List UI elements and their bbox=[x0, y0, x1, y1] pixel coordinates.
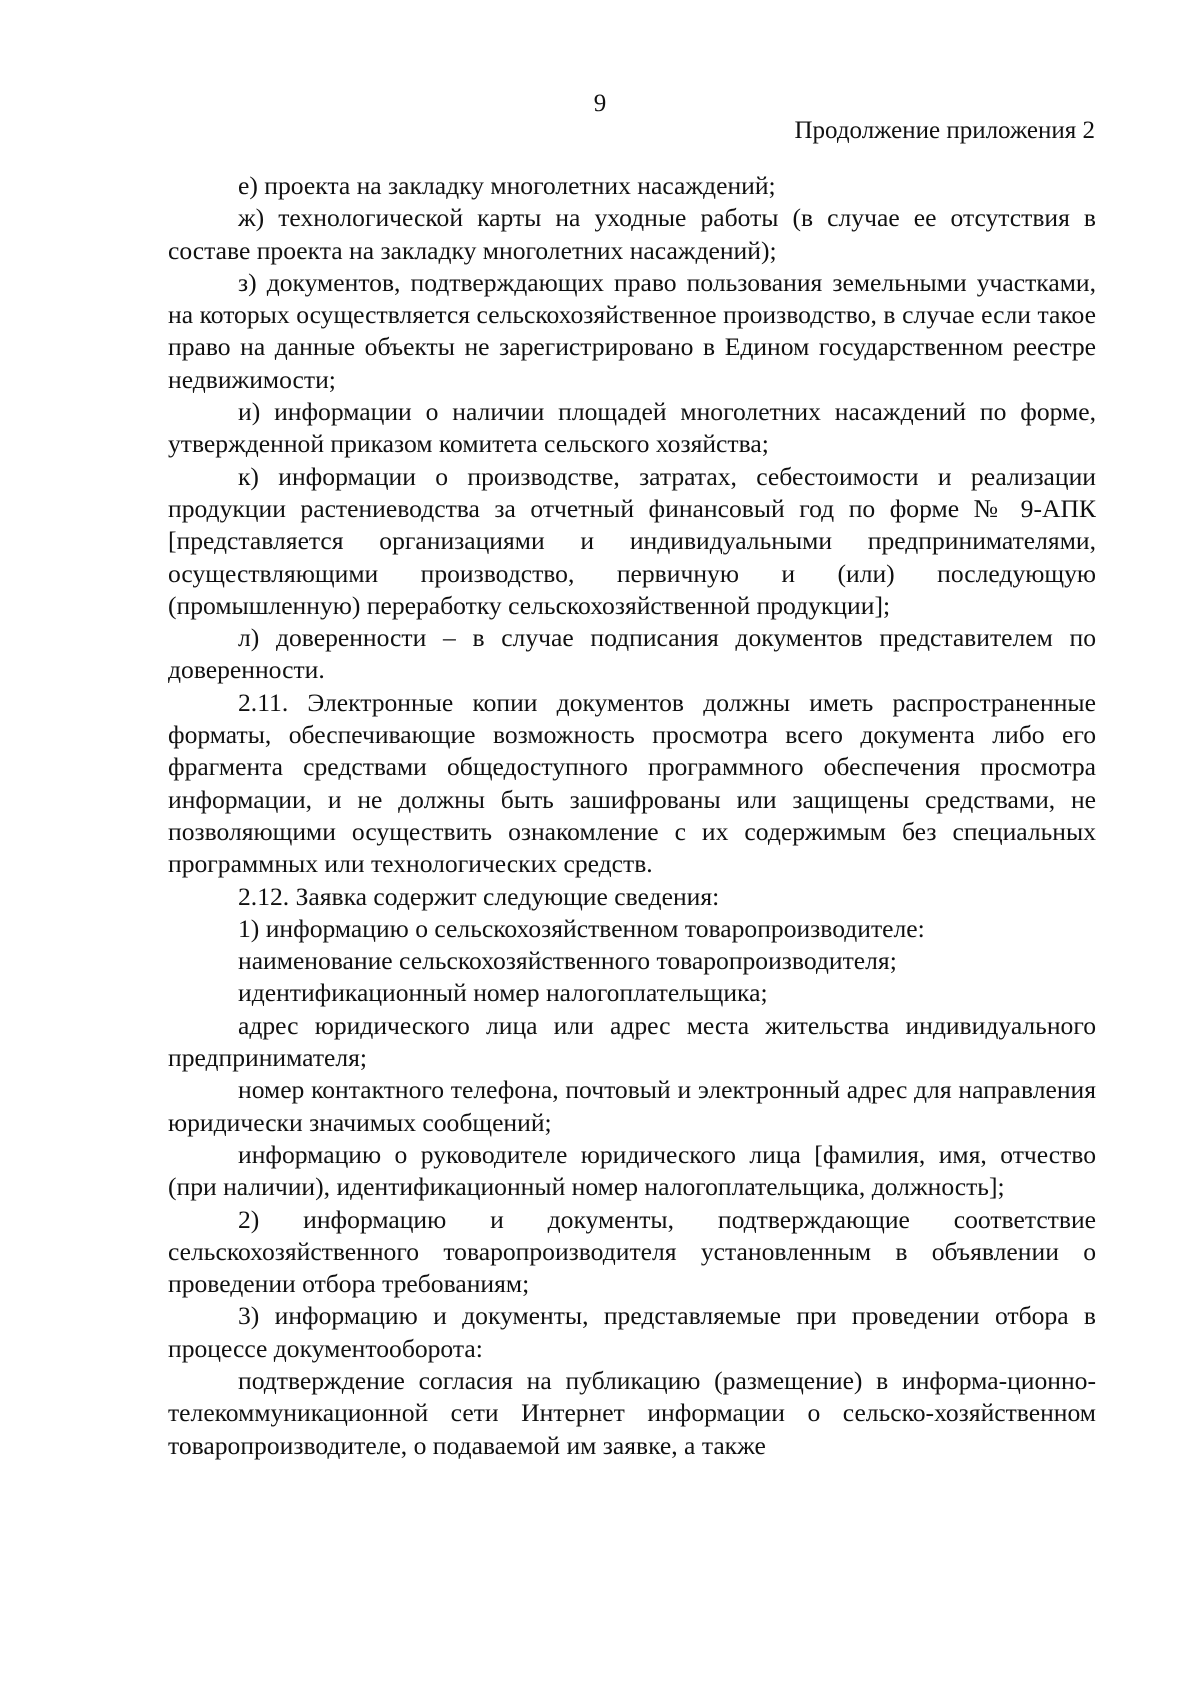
paragraph-item-i: и) информации о наличии площадей многолетних насаждений по форме, утвержденной приказом комитета сельского хозяйства; bbox=[168, 397, 1096, 459]
paragraph-head-info: информацию о руководителе юридического лица [фамилия, имя, отчество (при наличии), идентификационный номер налогоплательщика, должность]; bbox=[168, 1139, 1096, 1202]
paragraph-item-e: е) проекта на закладку многолетних насаждений; bbox=[238, 171, 776, 200]
paragraph-2-12: 2.12. Заявка содержит следующие сведения: bbox=[238, 881, 720, 911]
paragraph-contact-details: номер контактного телефона, почтовый и электронный адрес для направления юридически значимых сообщений; bbox=[168, 1075, 1096, 1137]
paragraph-item-l: л) доверенности – в случае подписания документов представителем по доверенности. bbox=[168, 623, 1096, 685]
paragraph-2-12-item-2: 2) информацию и документы, подтверждающие соответствие сельскохозяйственного товаропроизводителя установленным в объявлении о проведении отбора требованиям; bbox=[168, 1204, 1096, 1299]
page-number: 9 bbox=[593, 90, 607, 117]
paragraph-2-11: 2.11. Электронные копии документов должны иметь распространенные форматы, обеспечивающие возможность просмотра всего документа либо его фрагмента средствами общедоступного программного обеспечения просмотра информации, и не должны быть зашифрованы или защищены средствами, не позволяющими осуществить ознакомление с их содержимым без специальных программных или технологических средств. bbox=[168, 687, 1096, 879]
paragraph-item-zh: ж) технологической карты на уходные работы (в случае ее отсутствия в составе проекта на закладку многолетних насаждений); bbox=[168, 203, 1096, 265]
paragraph-legal-address: адрес юридического лица или адрес места жительства индивидуального предпринимателя; bbox=[168, 1010, 1096, 1073]
paragraph-2-12-item-1: 1) информацию о сельскохозяйственном товаропроизводителе: bbox=[238, 913, 925, 943]
paragraph-item-z: з) документов, подтверждающих право пользования земельными участками, на которых осуществляется сельскохозяйственное производство, в случае если такое право на данные объекты не зарегистрировано в Едином государственном реестре недвижимости; bbox=[168, 267, 1096, 394]
paragraph-publication-consent: подтверждение согласия на публикацию (размещение) в информа-ционно-телекоммуникационной сети Интернет информации о сельско-хозяйственном товаропроизводителе, о подаваемой им заявке, а также bbox=[168, 1365, 1096, 1460]
paragraph-item-k: к) информации о производстве, затратах, себестоимости и реализации продукции растениеводства за отчетный финансовый год по форме № 9-АПК [представляется организациями и индивидуальными предпринимателями, осуществляющими производство, первичную и (или) последующую (промышленную) переработку сельскохозяйственной продукции]; bbox=[168, 461, 1096, 620]
paragraph-taxpayer-number: идентификационный номер налогоплательщика; bbox=[238, 978, 768, 1008]
appendix-continuation-note: Продолжение приложения 2 bbox=[794, 117, 1095, 144]
document-body bbox=[168, 170, 1096, 1462]
paragraph-producer-name: наименование сельскохозяйственного товаропроизводителя; bbox=[238, 946, 897, 976]
paragraph-2-12-item-3: 3) информацию и документы, представляемые при проведении отбора в процессе документооборота: bbox=[168, 1301, 1096, 1363]
